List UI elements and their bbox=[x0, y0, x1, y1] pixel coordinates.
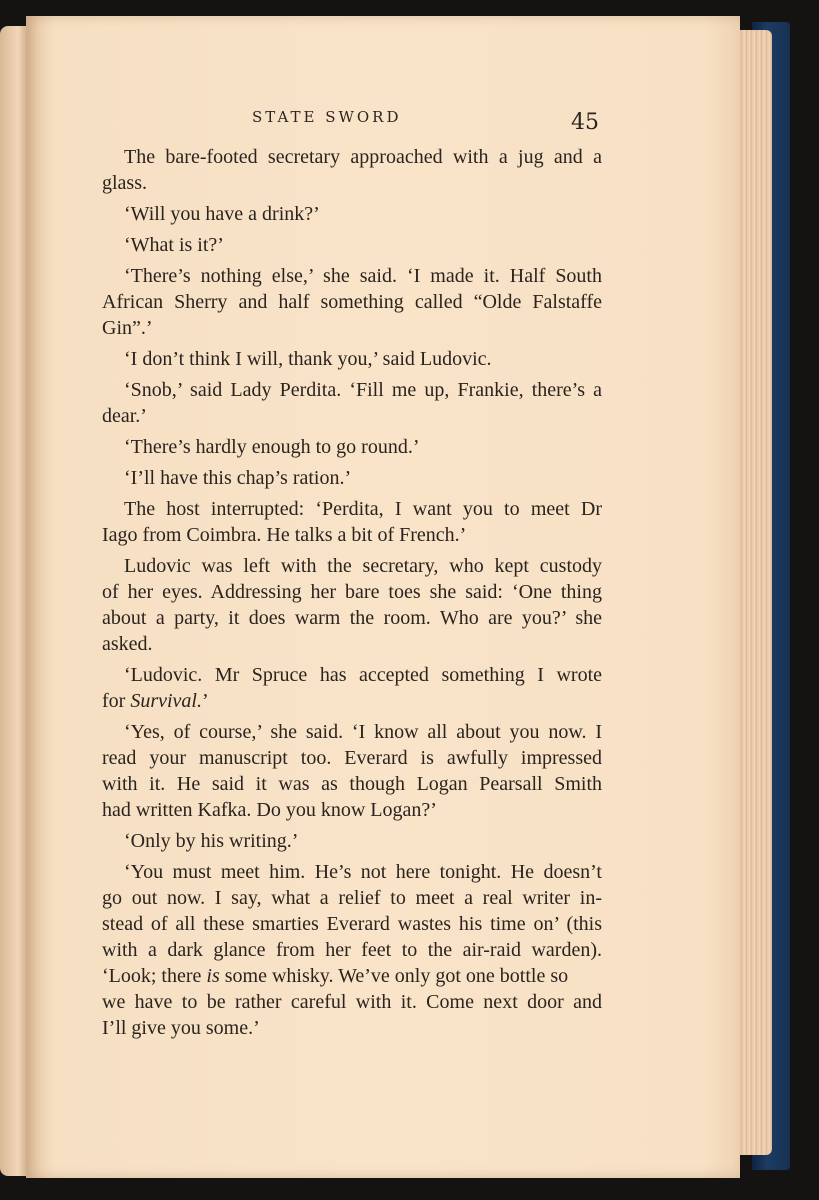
text-line-content: stead of all these smarties Everard wastes his time on’ (this bbox=[102, 913, 602, 935]
text-line bbox=[102, 828, 602, 854]
text-line-content: of her eyes. Addressing her bare toes she said: ‘One thing bbox=[102, 581, 602, 603]
text-line-content: ‘Will you have a drink?’ bbox=[124, 203, 320, 225]
text-line-content: go out now. I say, what a relief to meet a real writer in- bbox=[102, 887, 602, 909]
text-line-content: about a party, it does warm the room. Who are you?’ she bbox=[102, 607, 602, 629]
text-line bbox=[102, 859, 602, 885]
text-line bbox=[102, 662, 602, 688]
text-line-content: for bbox=[102, 690, 131, 712]
body-text bbox=[102, 144, 602, 1041]
text-line bbox=[102, 911, 602, 937]
text-line-content: had written Kafka. Do you know Logan?’ bbox=[102, 799, 437, 821]
text-line-content: ‘Look; there bbox=[102, 965, 207, 987]
text-line bbox=[102, 232, 602, 258]
text-line-content: with a dark glance from her feet to the air-raid warden). bbox=[102, 939, 602, 961]
text-line bbox=[102, 496, 602, 522]
text-line-content: I’ll give you some.’ bbox=[102, 1017, 260, 1039]
text-line-content: Gin”.’ bbox=[102, 317, 153, 339]
text-line bbox=[102, 289, 602, 315]
text-line-content: The bare-footed secretary approached with a jug and a bbox=[124, 146, 602, 168]
italic-text: Survival. bbox=[130, 690, 202, 712]
text-line bbox=[102, 885, 602, 911]
text-line bbox=[102, 201, 602, 227]
text-line bbox=[102, 434, 602, 460]
text-line bbox=[102, 745, 602, 771]
text-line-content: glass. bbox=[102, 172, 147, 194]
text-line-content: The host interrupted: ‘Perdita, I want you to meet Dr bbox=[124, 498, 602, 520]
text-line-content: dear.’ bbox=[102, 405, 147, 427]
text-line bbox=[102, 465, 602, 491]
text-line bbox=[102, 403, 602, 429]
running-head: STATE SWORD bbox=[252, 108, 402, 126]
text-line bbox=[102, 989, 602, 1015]
text-line-content: ‘I’ll have this chap’s ration.’ bbox=[124, 467, 352, 489]
text-line bbox=[102, 1015, 602, 1041]
text-line-tail: some whisky. We’ve only got one bottle so bbox=[219, 965, 569, 987]
text-line bbox=[102, 263, 602, 289]
text-line bbox=[102, 170, 602, 196]
text-line bbox=[102, 522, 602, 548]
text-line bbox=[102, 605, 602, 631]
text-line-content: ‘There’s nothing else,’ she said. ‘I made it. Half South bbox=[124, 265, 602, 287]
text-line bbox=[102, 315, 602, 341]
text-line-content: ‘Yes, of course,’ she said. ‘I know all about you now. I bbox=[124, 721, 602, 743]
text-line-content: we have to be rather careful with it. Come next door and bbox=[102, 991, 602, 1013]
text-line-content: ‘There’s hardly enough to go round.’ bbox=[124, 436, 420, 458]
text-line bbox=[102, 719, 602, 745]
text-line-content: asked. bbox=[102, 633, 153, 655]
text-line-content: ‘Snob,’ said Lady Perdita. ‘Fill me up, Frankie, there’s a bbox=[124, 379, 602, 401]
text-line bbox=[102, 377, 602, 403]
text-line bbox=[102, 144, 602, 170]
text-line-tail: ’ bbox=[201, 690, 209, 712]
text-line-content: ‘Only by his writing.’ bbox=[124, 830, 299, 852]
text-line bbox=[102, 631, 602, 657]
text-line-content: with it. He said it was as though Logan Pearsall Smith bbox=[102, 773, 602, 795]
text-line bbox=[102, 688, 602, 714]
text-line bbox=[102, 553, 602, 579]
text-line-content: ‘What is it?’ bbox=[124, 234, 224, 256]
text-line-content: Ludovic was left with the secretary, who kept custody bbox=[124, 555, 602, 577]
italic-text: is bbox=[206, 965, 220, 987]
text-line-content: ‘I don’t think I will, thank you,’ said Ludovic. bbox=[124, 348, 492, 370]
text-line-content: read your manuscript too. Everard is awfully impressed bbox=[102, 747, 602, 769]
text-line-content: ‘You must meet him. He’s not here tonight. He doesn’t bbox=[124, 861, 602, 883]
text-line bbox=[102, 579, 602, 605]
text-line bbox=[102, 346, 602, 372]
text-line-content: ‘Ludovic. Mr Spruce has accepted something I wrote bbox=[124, 664, 602, 686]
text-line bbox=[102, 937, 602, 963]
page-number: 45 bbox=[571, 110, 599, 135]
text-line bbox=[102, 771, 602, 797]
text-line-content: Iago from Coimbra. He talks a bit of French.’ bbox=[102, 524, 467, 546]
text-line-content: African Sherry and half something called “Olde Falstaffe bbox=[102, 291, 602, 313]
text-line bbox=[102, 797, 602, 823]
text-line bbox=[102, 963, 602, 989]
